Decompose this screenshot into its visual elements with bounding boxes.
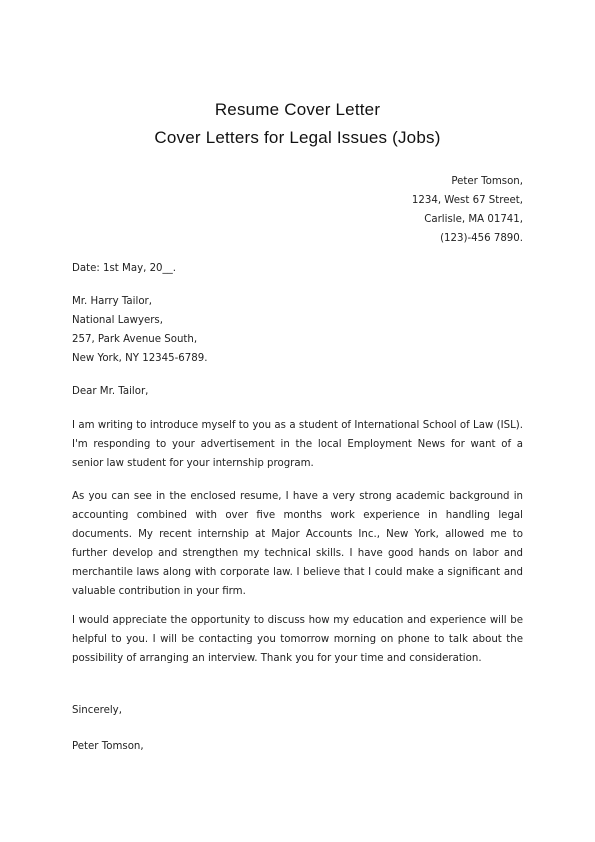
recipient-name: Mr. Harry Tailor, (72, 296, 152, 307)
document-title (0, 96, 595, 152)
title-line-1: Resume Cover Letter (214, 100, 381, 119)
body-paragraph-experience: As you can see in the enclosed resume, I have a very strong academic background in accounting combined with over five months work experience in handling legal documents. My recent internship at Major Accounts Inc., New York, allowed me to further develop and strengthen my technical skills. I have good hands on labor and merchantile laws along with corporate law. I believe that I could make a significant and valuable contribution in your firm. (72, 491, 523, 597)
letter-date: Date: 1st May, 20__. (72, 263, 176, 274)
title-line-2: Cover Letters for Legal Issues (Jobs) (154, 128, 441, 147)
sender-city: Carlisle, MA 01741, (424, 214, 523, 225)
signature-name: Peter Tomson, (72, 741, 144, 752)
closing-phrase: Sincerely, (72, 705, 122, 716)
sender-street: 1234, West 67 Street, (411, 195, 523, 206)
recipient-address (72, 292, 207, 368)
salutation: Dear Mr. Tailor, (72, 386, 149, 397)
body-paragraph-intro: I am writing to introduce myself to you as a student of International School of Law (ISL). I'm responding to your advertisement in the local Employment News for want of a senior law student for your internship program. (72, 420, 523, 469)
recipient-street: 257, Park Avenue South, (72, 334, 198, 345)
recipient-city: New York, NY 12345-6789. (72, 353, 208, 364)
recipient-company: National Lawyers, (72, 315, 163, 326)
sender-phone: (123)-456 7890. (440, 233, 523, 244)
sender-address (412, 172, 523, 248)
body-paragraph-closing: I would appreciate the opportunity to discuss how my education and experience will be helpful to you. I will be contacting you tomorrow morning on phone to talk about the possibility of arranging an interview. Thank you for your time and consideration. (72, 615, 523, 664)
sender-name: Peter Tomson, (451, 176, 523, 187)
